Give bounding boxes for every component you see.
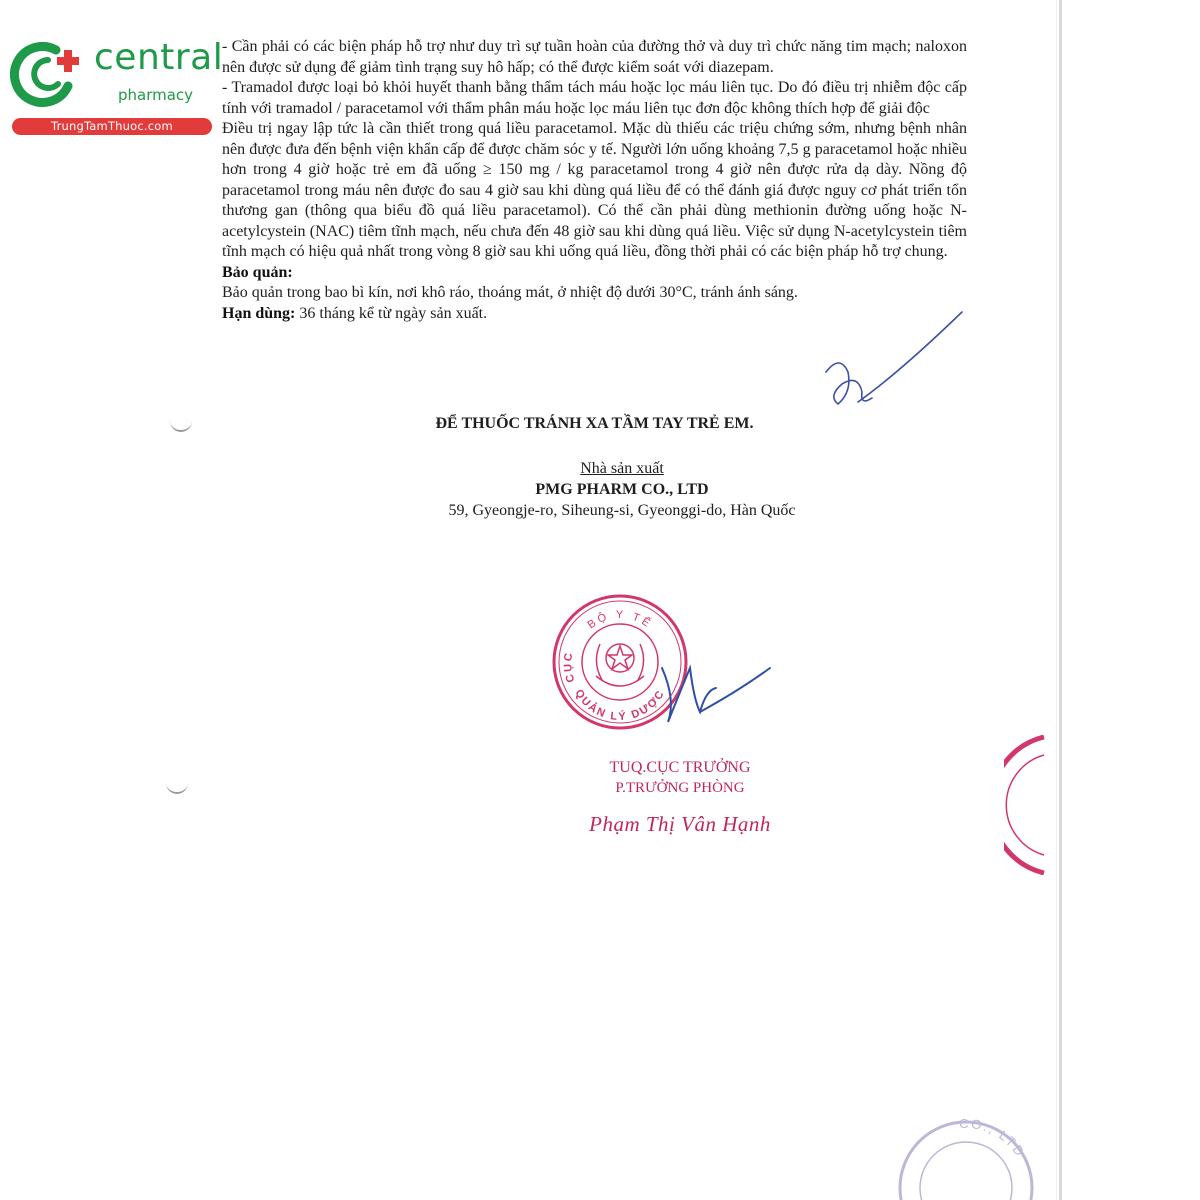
logo-brand-text: central [94,37,224,78]
stamp-top-text: BỘ Y TẾ [585,608,655,632]
company-stamp-text: CO., LTD [959,1115,1029,1161]
storage-heading: Bảo quản: [222,263,293,281]
initial-signature-icon [826,312,962,404]
paragraph-paracetamol-overdose: Điều trị ngay lập tức là cần thiết trong quá liều paracetamol. Mặc dù thiếu các triệu chứng sớm, nhưng bệnh nhân nên được đưa đến bệnh viện khẩn cấp để được chăm sóc y tế. Người lớn uống khoảng 7,5 g paracetamol hoặc nhiều hơn trong 4 giờ hoặc trẻ em đã uống ≥ 150 mg / kg paracetamol trong 4 giờ nên được rửa dạ dày. Nồng độ paracetamol trong máu nên được đo sau 4 giờ sau khi dùng quá liều để có thể đánh giá được nguy cơ phát triển tổn thương gan (thông qua biểu đồ quá liều paracetamol). Có thể cần phải dùng methionin đường uống hoặc N-acetylcystein (NAC) tiêm tĩnh mạch, nếu chưa đến 48 giờ sau khi dùng quá liều. Việc sử dụng N-acetylcystein tiêm tĩnh mạch có hiệu quả nhất trong vòng 8 giờ sau khi uống quá liều, đồng thời phải có các biện pháp hỗ trợ chung. [222,120,967,260]
paragraph-support-measures: - Cần phải có các biện pháp hỗ trợ như duy trì sự tuần hoàn của đường thở và duy trì chức năng tim mạch; naloxon nên được sử dụng để giảm tình trạng suy hô hấp; có thể được kiểm soát với diazepam. [222,38,967,76]
official-stamp-icon [550,592,690,732]
document-body [222,37,967,324]
punch-hole-icon [166,780,188,794]
storage-text: Bảo quản trong bao bì kín, nơi khô ráo, thoáng mát, ở nhiệt độ dưới 30°C, tránh ánh sáng. [222,284,798,301]
partial-side-stamp-icon [1004,735,1048,875]
manufacturer-address: 59, Gyeongje-ro, Siheung-si, Gyeonggi-do, Hàn Quốc [448,502,796,519]
signature-title-1: TUQ.CỤC TRƯỞNG [609,759,751,776]
expiry-label: Hạn dùng: [222,304,296,322]
pharmacy-cross-logo-icon [10,40,86,108]
logo-sub-text: pharmacy [118,86,194,104]
punch-hole-icon [170,418,192,432]
svg-text:CO., LTD [959,1116,1028,1160]
signature-title-2: P.TRƯỞNG PHÒNG [615,780,745,796]
manufacturer-name: PMG PHARM CO., LTD [535,481,709,498]
central-pharmacy-logo[interactable] [8,37,224,138]
page-edge [1059,0,1062,1200]
company-stamp-icon [888,1088,1038,1200]
expiry-line [222,304,967,325]
logo-site-link[interactable]: TrungTamThuoc.com [12,118,212,135]
signature-block [560,758,800,837]
manufacturer-block [222,458,1022,521]
stamp-left-text: CỤC [562,650,578,684]
paragraph-tramadol-removal: - Tramadol được loại bỏ khỏi huyết thanh bằng thẩm tách máu hoặc lọc máu liên tục. Do đó điều trị nhiễm độc cấp tính với tramadol / paracetamol với thẩm phân máu hoặc lọc máu liên tục đơn độc không thích hợp để giải độc [222,79,967,117]
signatory-name: Phạm Thị Vân Hạnh [589,812,771,836]
svg-text:CỤC [562,651,577,684]
child-warning: ĐỂ THUỐC TRÁNH XA TẦM TAY TRẺ EM. [435,415,754,432]
expiry-text: 36 tháng kể từ ngày sản xuất. [299,304,488,322]
stamp-bottom-text: QUẢN LÝ DƯỢC [572,687,668,724]
manufacturer-label: Nhà sản xuất [580,460,664,477]
svg-text:BỘ Y TẾ [585,609,655,631]
page-edge-shadow [1056,0,1057,1200]
